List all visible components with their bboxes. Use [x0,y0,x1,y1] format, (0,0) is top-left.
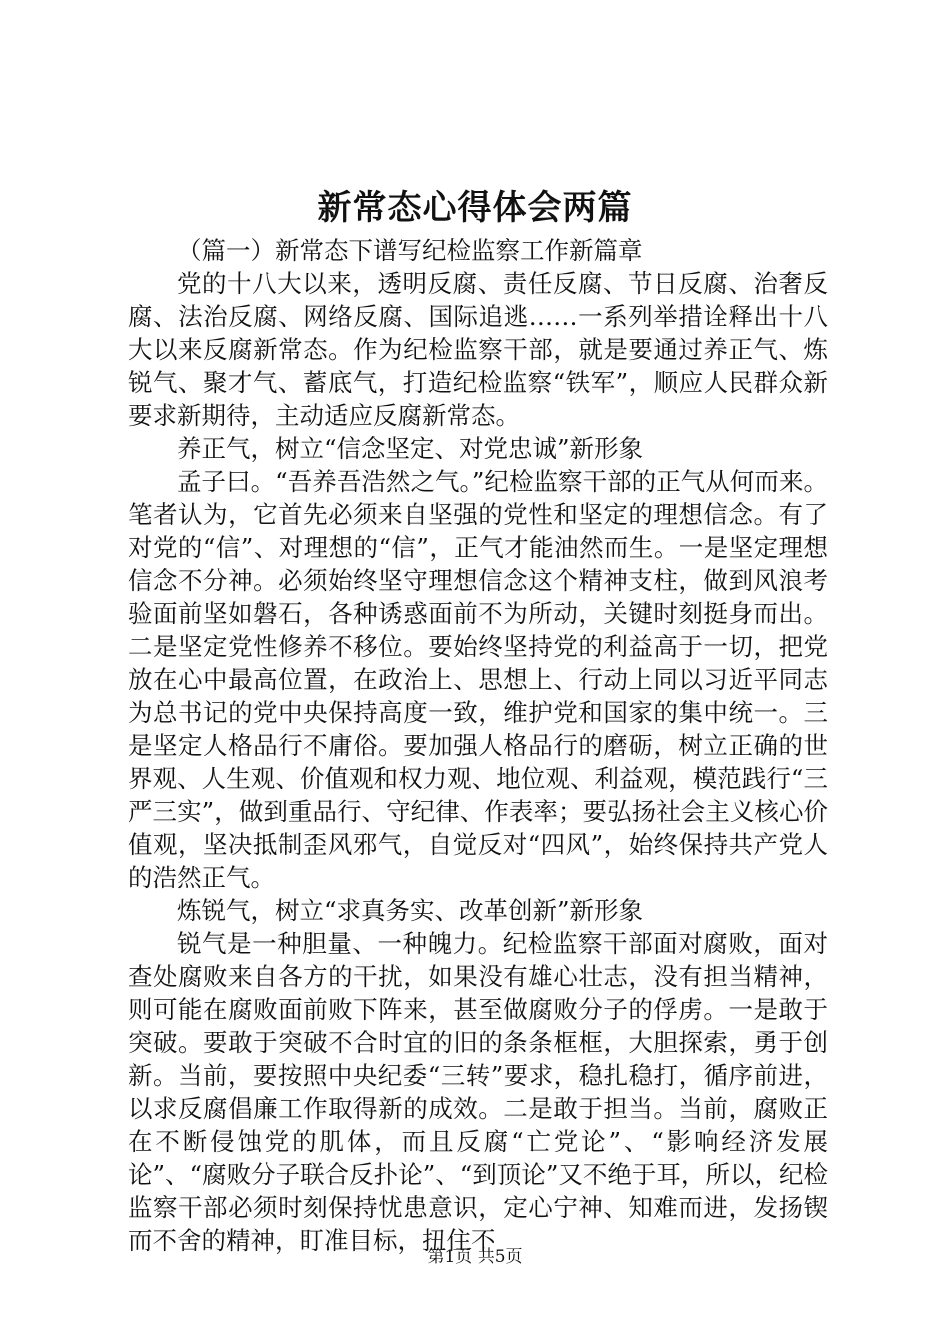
document-title: 新常态心得体会两篇 [317,188,633,228]
body-paragraph: 锐气是一种胆量、一种魄力。纪检监察干部面对腐败，面对查处腐败来自各方的干扰，如果没有雄心壮志，没有担当精神，则可能在腐败面前败下阵来，甚至做腐败分子的俘虏。一是敢于突破。要敢于突破不合时宜的旧的条条框框，大胆探索，勇于创新。当前，要按照中央纪委“三转”要求，稳扎稳打，循序前进，以求反腐倡廉工作取得新的成效。二是敢于担当。当前，腐败正在不断侵蚀党的肌体，而且反腐“亡党论”、“影响经济发展论”、“腐败分子联合反扑论”、“到顶论”又不绝于耳，所以，纪检监察干部必须时刻保持忧患意识，定心宁神、知难而进，发扬锲而不舍的精神，盯准目标，扭住不 [128,929,828,1255]
section-heading: （篇一）新常态下谱写纪检监察工作新篇章 [177,236,643,265]
body-paragraph: 孟子曰。“吾养吾浩然之气。”纪检监察干部的正气从何而来。笔者认为，它首先必须来自坚强的党性和坚定的理想信念。有了对党的“信”、对理想的“信”，正气才能油然而生。一是坚定理想信念不分神。必须始终坚守理想信念这个精神支柱，做到风浪考验面前坚如磐石，各种诱惑面前不为所动，关键时刻挺身而出。二是坚定党性修养不移位。要始终坚持党的利益高于一切，把党放在心中最高位置，在政治上、思想上、行动上同以习近平同志为总书记的党中央保持高度一致，维护党和国家的集中统一。三是坚定人格品行不庸俗。要加强人格品行的磨砺，树立正确的世界观、人生观、价值观和权力观、地位观、利益观，模范践行“三严三实”，做到重品行、守纪律、作表率；要弘扬社会主义核心价值观，坚决抵制歪风邪气，自觉反对“四风”，始终保持共产党人的浩然正气。 [128,467,828,892]
page-number-footer: 第1页 共5页 [427,1247,523,1267]
sub-heading: 养正气，树立“信念坚定、对党忠诚”新形象 [177,434,644,463]
sub-heading: 炼锐气，树立“求真务实、改革创新”新形象 [177,896,644,925]
document-body [128,234,828,1257]
body-paragraph: 党的十八大以来，透明反腐、责任反腐、节日反腐、治奢反腐、法治反腐、网络反腐、国际追逃……一系列举措诠释出十八大以来反腐新常态。作为纪检监察干部，就是要通过养正气、炼锐气、聚才气、蓄底气，打造纪检监察“铁军”，顺应人民群众新要求新期待，主动适应反腐新常态。 [128,269,828,430]
